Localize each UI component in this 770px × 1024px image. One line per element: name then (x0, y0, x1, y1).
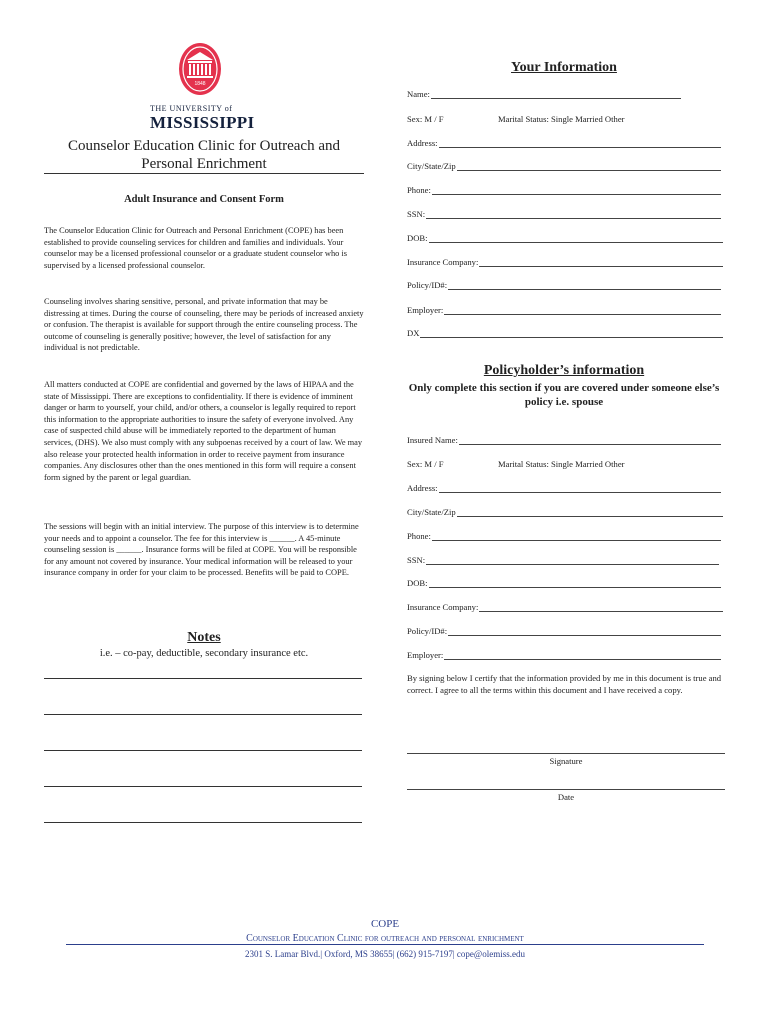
policyholder-sex-option[interactable]: Sex: M / F (407, 459, 444, 469)
university-name: MISSISSIPPI (150, 113, 255, 132)
policyholder-marital-option[interactable]: Marital Status: Single Married Other (498, 459, 625, 469)
marital-status-option[interactable]: Marital Status: Single Married Other (498, 114, 625, 124)
dob-field[interactable]: DOB: (407, 233, 723, 243)
policyholder-employer-field[interactable]: Employer: (407, 650, 721, 660)
policyholder-heading: Policyholder’s information (483, 363, 645, 378)
date-line[interactable] (407, 789, 725, 790)
policyholder-policy-id-field[interactable]: Policy/ID#: (407, 626, 721, 636)
counseling-paragraph: Counseling involves sharing sensitive, personal, and private information that may be distressing at times. During the course of counseling, there may be periods of increased anxiety or confusion. The therapist is available for support through the entire counseling process. The outcome of counseling is generally positive; however, the level of satisfaction for any individual is not predictable. (44, 297, 364, 353)
policyholder-sex-marital-row (407, 459, 625, 469)
notes-line[interactable] (44, 786, 362, 787)
policyholder-dob-field[interactable]: DOB: (407, 578, 721, 588)
university-name-small: THE UNIVERSITY of (150, 104, 233, 113)
sessions-paragraph: The sessions will begin with an initial interview. The purpose of this interview is to determine your needs and to appoint a counselor. The fee for this interview is ______. A 45-minute counseling session is ______. Insurance forms will be filed at COPE. You will be responsible for any amount not covered by insurance. Your medical information will be released to your insurance company in order for your claim to be processed. Benefits will be paid to COPE. (44, 522, 359, 578)
phone-field[interactable]: Phone: (407, 185, 721, 195)
confidentiality-paragraph: All matters conducted at COPE are confidential and governed by the laws of HIPAA and the state of Mississippi. There are exceptions to confidentiality. If there is evidence of imminent danger or harm to yourself, your child, and/or others, a counselor is legally required to report this information to the appropriate authorities to insure the safety of everyone involved. Any case of suspected child abuse will be immediately reported to the department of human services, (DHS). We also must comply with any subpoenas received by a court of law. We may also release your protected health information in order to receive payment from insurance companies. Any disclosures other than the ones mentioned in this form will require a consent form signed by the parent or legal guardian. (44, 380, 363, 482)
notes-subtitle: i.e. – co-pay, deductible, secondary insurance etc. (99, 648, 309, 659)
intro-paragraph: The Counselor Education Clinic for Outreach and Personal Enrichment (COPE) has been established to provide counseling services for children and families and individuals. Your counselor may be a licensed professional counselor or a graduate student counselor who is supervised by a licensed professional counselor. (44, 226, 348, 270)
policyholder-insurance-company-field[interactable]: Insurance Company: (407, 602, 723, 612)
form-title: Adult Insurance and Consent Form (124, 194, 284, 205)
notes-line[interactable] (44, 714, 362, 715)
university-seal-logo (178, 42, 222, 96)
footer-clinic-name: Counselor Education Clinic for outreach and personal enrichment (246, 933, 524, 944)
address-field[interactable]: Address: (407, 138, 721, 148)
policyholder-city-state-zip-field[interactable]: City/State/Zip (407, 507, 723, 517)
name-field[interactable]: Name: (407, 89, 681, 99)
seal-year: 1848 (194, 81, 206, 87)
certification-text: By signing below I certify that the information provided by me in this document is true and correct. I agree to all the terms within this document and I have received a copy. (407, 673, 722, 695)
clinic-title: Counselor Education Clinic for Outreach and Personal Enrichment (67, 138, 340, 172)
insurance-company-field[interactable]: Insurance Company: (407, 257, 723, 267)
footer-divider (66, 944, 704, 945)
employer-field[interactable]: Employer: (407, 305, 721, 315)
footer-org: COPE (370, 918, 400, 930)
signature-line[interactable] (407, 753, 725, 754)
city-state-zip-field[interactable]: City/State/Zip (407, 161, 721, 171)
insured-name-field[interactable]: Insured Name: (407, 435, 721, 445)
policy-id-field[interactable]: Policy/ID#: (407, 280, 721, 290)
ssn-field[interactable]: SSN: (407, 209, 721, 219)
sex-marital-row (407, 114, 625, 124)
sex-option[interactable]: Sex: M / F (407, 114, 444, 124)
your-information-heading: Your Information (511, 60, 617, 75)
notes-line[interactable] (44, 822, 362, 823)
policyholder-phone-field[interactable]: Phone: (407, 531, 721, 541)
notes-line[interactable] (44, 678, 362, 679)
footer-address: 2301 S. Lamar Blvd.| Oxford, MS 38655| (662) 915-7197| cope@olemiss.edu (245, 949, 525, 959)
signature-label: Signature (549, 756, 583, 766)
policyholder-subheading: Only complete this section if you are covered under someone else’s policy i.e. spouse (408, 382, 720, 408)
date-label: Date (557, 792, 575, 802)
dx-field[interactable]: DX (407, 328, 723, 338)
notes-line[interactable] (44, 750, 362, 751)
policyholder-address-field[interactable]: Address: (407, 483, 721, 493)
policyholder-ssn-field[interactable]: SSN: (407, 555, 719, 565)
title-divider (44, 173, 364, 174)
notes-heading: Notes (187, 630, 221, 645)
